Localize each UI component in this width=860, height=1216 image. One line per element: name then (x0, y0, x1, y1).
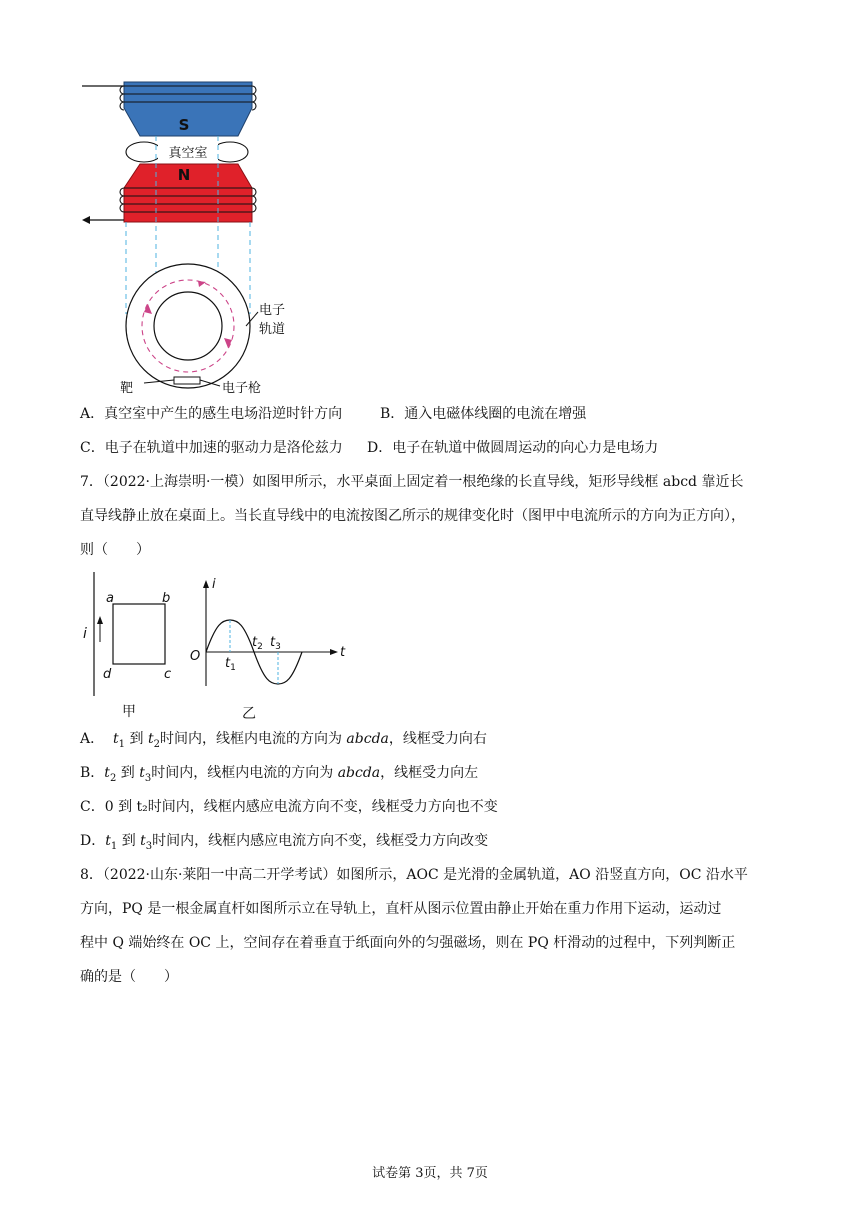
q6-option-b: B．通入电磁体线圈的电流在增强 (380, 406, 587, 422)
q7-option-c: C．0 到 t₂时间内，线框内感应电流方向不变，线框受力方向也不变 (80, 799, 498, 815)
svg-text:O: O (190, 649, 201, 664)
q7-option-d: D．$t_1$ 到 $t_3$时间内，线框内感应电流方向不变，线框受力方向改变 (80, 833, 489, 852)
q8-stem-line1: 8．（2022·山东·莱阳一中高二开学考试）如图所示，AOC 是光滑的金属轨道，AO 沿竖直方向，OC 沿水平 (80, 867, 748, 883)
q8-stem-line3: 程中 Q 端始终在 OC 上，空间存在着垂直于纸面向外的匀强磁场，则在 PQ 杆滑动的过程中，下列判断正 (80, 935, 736, 951)
target-label: 靶 (120, 381, 134, 396)
orbit-label-2: 轨道 (259, 322, 286, 337)
page-footer: 试卷第 3页，共 7页 (372, 1166, 488, 1181)
frame-abcd (113, 604, 165, 664)
caption-yi: 乙 (242, 706, 256, 722)
svg-text:i: i (212, 577, 216, 592)
fig-i-label: i (83, 626, 87, 642)
vacuum-label: 真空室 (168, 146, 208, 161)
q6-option-c: C．电子在轨道中加速的驱动力是洛伦兹力 (80, 440, 343, 456)
svg-text:t2: $t_2$ (252, 635, 263, 652)
betatron-figure (78, 76, 308, 398)
svg-text:t3: $t_3$ (270, 635, 281, 652)
caption-jia: 甲 (122, 704, 136, 720)
svg-text:d: d (103, 667, 112, 682)
q7-figure (78, 572, 354, 722)
q7-stem-line3: 则（ ） (80, 542, 150, 558)
q7-option-a: A． $t_1$ 到 $t_2$时间内，线框内电流的方向为 abcda，线框受力向右 (80, 731, 487, 750)
q7-option-b: B．$t_2$ 到 $t_3$时间内，线框内电流的方向为 abcda，线框受力向左 (80, 765, 479, 784)
q6-option-a: A．真空室中产生的感生电场沿逆时针方向 (80, 406, 343, 422)
q7-stem-line1: 7．（2022·上海崇明·一模）如图甲所示，水平桌面上固定着一根绝缘的长直导线，矩形导线框 abcd 靠近长 (80, 474, 744, 490)
svg-text:t: t (340, 645, 346, 660)
q6-option-d: D．电子在轨道中做圆周运动的向心力是电场力 (367, 440, 659, 456)
svg-text:c: c (164, 667, 172, 682)
svg-text:a: a (106, 591, 114, 606)
q8-stem-line2: 方向，PQ 是一根金属直杆如图所示立在导轨上，直杆从图示位置由静止开始在重力作用下运动，运动过 (80, 901, 722, 917)
s-label: S (178, 116, 190, 134)
svg-text:b: b (162, 591, 171, 606)
n-label: N (177, 166, 191, 184)
q8-stem-line4: 确的是（ ） (80, 969, 178, 985)
q7-stem-line2: 直导线静止放在桌面上。当长直导线中的电流按图乙所示的规律变化时（图甲中电流所示的方向为正方向）， (80, 508, 745, 524)
svg-text:t1: $t_1$ (225, 656, 236, 673)
orbit-label-1: 电子 (259, 303, 286, 318)
gun-label: 电子枪 (222, 381, 262, 396)
